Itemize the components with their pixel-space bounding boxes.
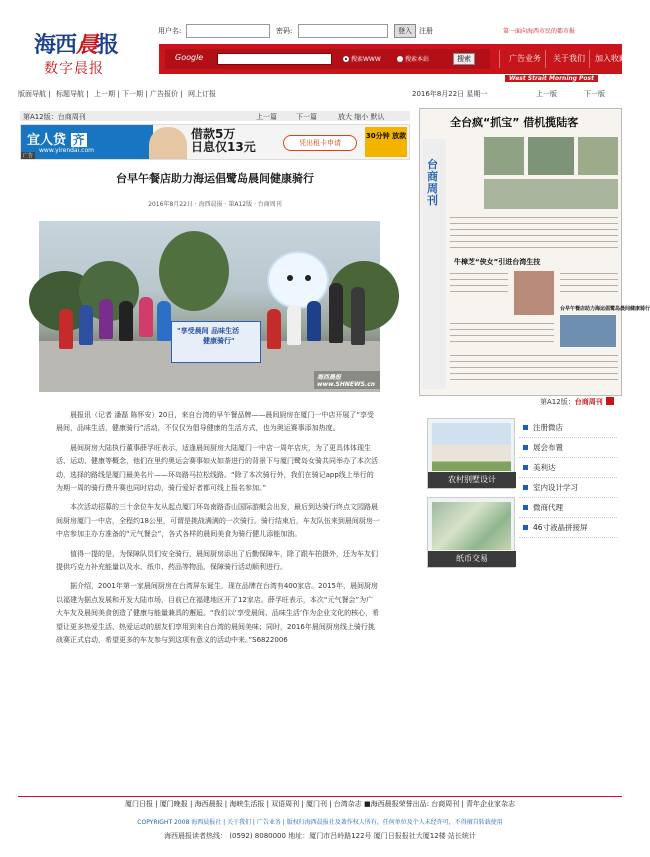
- nav-next-issue[interactable]: 下一期 |: [122, 90, 148, 98]
- cyclist: [267, 309, 281, 349]
- article-toolbar: [20, 111, 410, 121]
- site-logo[interactable]: [18, 18, 158, 80]
- article-paragraph: 据介绍，2001年第一家晨间厨房在台湾屏东诞生，现在品牌在台湾有400家店。2015年，晨间厨房以福建为据点发展和开发大陆市场，目前已在福建地区开了12家店。薛孚旺表示，本次“元气餐会”为广大车友及晨间美食创造了健康与能量兼具的邂逅。“我们以‘享受晨间、品味生活’作为企业文化的核心，希望让更多热爱生活、热爱运动的朋友们享用到来自台湾的晨间美味；同时，2016年晨间厨房线上骑行挑战赛正式启动，希望更多的车友参与到这项有意义的活动中来。”S6822006: [56, 582, 380, 645]
- thumb-text: [450, 247, 618, 248]
- cyclist: [287, 305, 301, 345]
- logo-main: 海西晨报: [34, 32, 119, 58]
- nav-add-favorite[interactable]: 加入收藏: [595, 54, 627, 63]
- thumb-text: [450, 223, 618, 224]
- username-label: 用户名:: [158, 27, 182, 35]
- divider: [499, 50, 500, 68]
- thumb-photo: [578, 137, 618, 175]
- search-button[interactable]: 搜索: [453, 53, 475, 65]
- next-article-link[interactable]: 下一篇: [296, 113, 317, 121]
- ad-cta-button[interactable]: 凭出租卡申请: [283, 135, 357, 151]
- page-caption[interactable]: 第A12版：台商周刊: [540, 397, 614, 407]
- thumb-photo: [484, 179, 618, 209]
- promo-tile-currency[interactable]: [427, 497, 515, 568]
- nav-prev-issue[interactable]: 上一期 |: [94, 90, 120, 98]
- ad-url: www.yirendai.com: [39, 147, 94, 154]
- article-paragraph: 晨报讯（记者 潘磊 陈怀安）20日，来自台湾的早午餐品牌——晨间厨房在厦门一中店开展了“享受晨间，品味生活，健康骑行”活动，不仅仅为倡导健康的生活方式，也为奥运赛事添加热度。: [56, 411, 374, 433]
- mascot-eye: [287, 275, 293, 281]
- bullet-icon: [523, 425, 528, 430]
- divider: [589, 50, 590, 68]
- promo-link[interactable]: 展会布置: [519, 438, 617, 458]
- bullet-icon: [523, 525, 528, 530]
- thumb-text: [450, 273, 508, 274]
- event-banner: "享受晨间 品味生活 健康骑行": [171, 321, 261, 363]
- thumb-text: [450, 291, 508, 292]
- thumb-section-title: 台商周刊: [427, 158, 438, 207]
- edition-nav: [18, 89, 622, 99]
- ad-person-image: [149, 127, 187, 159]
- article-title: 台早午餐店助力海运倡鹭岛晨间健康骑行: [116, 172, 314, 185]
- footer-sister-links[interactable]: 厦门日报 | 厦门晚报 | 海西晨报 | 海峡生活报 | 双语周刊 | 厦门刊 | 台湾杂志 ■海西晨报荣誉出品: 台商周刊 | 青年企业家杂志: [124, 800, 516, 808]
- villa-image: [432, 423, 511, 471]
- cyclist: [99, 299, 113, 339]
- thumb-text: [450, 355, 618, 356]
- thumb-caption: 台早午餐店助力海运倡鹭岛晨间健康骑行: [560, 306, 650, 312]
- thumb-text: [450, 367, 618, 368]
- radio-checked-icon: [343, 56, 349, 62]
- thumb-photo: [514, 271, 554, 315]
- thumb-text: [450, 379, 618, 380]
- promo-tile-label: 纸币交易: [428, 551, 516, 567]
- thumb-text: [450, 373, 618, 374]
- footer-divider: [18, 796, 622, 797]
- ad-brand-block: [21, 125, 153, 159]
- thumb-text: [450, 235, 618, 236]
- thumb-text: [450, 217, 618, 218]
- page-thumbnail[interactable]: [419, 108, 650, 396]
- article-paragraph: 晨间厨房大陆执行董事薛孚旺表示，适逢晨间厨房大陆厦门一中店一周年店庆，为了更具体体现生活、运动、健康等概念，他们在里约奥运会赛事如火如荼进行的背景下与厦门鹭岛女骑共同举办了本次活动，选择的路线是厦门最美名片——环岛路马拉松线路。“除了本次骑行外，我们在骑记app线上举行的为期一周的骑行费升赛也同时启动，骑行爱好者都可线上报名参加。”: [56, 443, 378, 493]
- password-label: 密码:: [276, 27, 293, 35]
- article-meta: 2016年8月22日 · 海西晨报 · 第A12版 · 台商周刊: [148, 201, 282, 208]
- bullet-icon: [523, 465, 528, 470]
- nav-layout[interactable]: 版面导航 |: [18, 90, 51, 98]
- radio-search-web[interactable]: 搜索WWW: [343, 54, 381, 63]
- google-search-box: [165, 49, 490, 69]
- article-paragraph: 本次活动招募的三十余位车友从起点厦门环岛南路香山国际游艇会出发，最后到达骑行终点文园路晨间厨房厦门一中店，全程约18公里，可谓是挑战满满的一次骑行。骑行结束后，车友队伍来到晨间厨房一中店参加主办方准备的“元气餐会”，各式各样的晨间美食为骑行健儿添能加油。: [56, 503, 380, 539]
- thumb-text: [560, 291, 618, 292]
- promo-tile-villa[interactable]: [427, 418, 515, 489]
- login-button[interactable]: 登入: [394, 24, 416, 38]
- ad-badge: 30分钟 放款: [365, 127, 407, 157]
- mascot: [267, 251, 329, 309]
- zoom-controls[interactable]: 放大 缩小 默认: [338, 113, 385, 121]
- logo-sub: 数字晨报: [44, 61, 104, 77]
- nav-ad-price[interactable]: 广告报价 |: [150, 90, 183, 98]
- thumb-subheadline: 牛樟芝“侠女”引进台湾生技: [454, 258, 541, 266]
- nav-titles[interactable]: 标题导航 |: [56, 90, 89, 98]
- register-link[interactable]: 注册: [419, 27, 433, 35]
- cyclist: [119, 301, 133, 341]
- pdf-icon[interactable]: [606, 397, 614, 405]
- issue-date: 2016年8月22日 星期一: [412, 90, 488, 98]
- thumb-headline: 全台疯“抓宝” 借机揽陆客: [450, 116, 579, 129]
- thumb-photo: [528, 137, 574, 175]
- cyclist: [139, 297, 153, 337]
- tree: [159, 231, 229, 311]
- divider: [545, 50, 546, 68]
- cyclist: [59, 309, 73, 349]
- password-input[interactable]: [298, 24, 388, 38]
- nav-subscribe[interactable]: 网上订报: [188, 90, 216, 98]
- site-header: [18, 18, 627, 82]
- cyclist: [307, 301, 321, 341]
- thumb-text: [450, 335, 554, 336]
- mascot-eye: [305, 275, 311, 281]
- thumb-text: [450, 285, 508, 286]
- google-search-input[interactable]: [217, 53, 332, 65]
- thumb-text: [450, 341, 554, 342]
- thumb-text: [450, 323, 554, 324]
- promo-link[interactable]: 室内设计学习: [519, 478, 617, 498]
- thumb-text: [560, 285, 618, 286]
- promo-link[interactable]: 46寸液晶拼接屏: [519, 518, 617, 538]
- cyclist: [329, 283, 343, 343]
- thumb-photo: [560, 315, 616, 347]
- promo-link[interactable]: 美利达: [519, 458, 617, 478]
- nav-about-us[interactable]: 关于我们: [553, 54, 585, 63]
- thumb-text: [450, 241, 618, 242]
- ad-banner[interactable]: [20, 124, 410, 160]
- promo-links: [427, 418, 617, 570]
- google-label: Google: [175, 53, 204, 62]
- thumb-text: [450, 229, 618, 230]
- cyclist: [79, 305, 93, 345]
- promo-tile-label: 农村别墅设计: [428, 472, 516, 488]
- cyclist: [351, 287, 365, 345]
- thumb-text: [450, 329, 554, 330]
- radio-search-site[interactable]: 搜索本站: [397, 54, 429, 63]
- nav-ad-business[interactable]: 广告业务: [509, 54, 541, 63]
- article-body: [56, 409, 380, 654]
- promo-link[interactable]: 微商代理: [519, 498, 617, 518]
- photo-watermark: 海西晨报 www.SHNEWS.cn: [314, 371, 380, 389]
- promo-link[interactable]: 注册微店: [519, 418, 617, 438]
- radio-unchecked-icon: [397, 56, 403, 62]
- next-page-link[interactable]: 下一版: [584, 90, 605, 98]
- footer-copyright: COPYRIGHT 2008 海西晨报社 | 关于我们 | 广告业务 | 版权归海西晨报社及著作权人所有，任何单位及个人未经许可，不得擅自转载使用: [137, 819, 503, 826]
- thumb-text: [560, 273, 618, 274]
- thumb-text: [450, 361, 618, 362]
- section-label: 第A12版：台商周刊: [23, 113, 86, 121]
- ad-tag: 广告: [23, 153, 34, 159]
- ad-text: 借款5万 日息仅13元: [191, 127, 256, 154]
- username-input[interactable]: [186, 24, 270, 38]
- thumb-text: [450, 279, 508, 280]
- article-photo: [39, 221, 380, 392]
- cyclist: [157, 301, 171, 341]
- bullet-icon: [523, 505, 528, 510]
- english-name: West Strait Morning Post: [505, 75, 598, 82]
- ad-brand: 宜人贷 齐: [27, 133, 85, 148]
- prev-page-link[interactable]: 上一版: [536, 90, 557, 98]
- prev-article-link[interactable]: 上一篇: [256, 113, 277, 121]
- footer-contact: 海西晨报读者热线： (0592) 8080000 地址：厦门市吕岭路122号 厦门日报报社大厦12楼 站长统计: [164, 832, 476, 840]
- bullet-icon: [523, 445, 528, 450]
- slogan: 第一面向海西市民的都市报: [503, 28, 576, 35]
- promo-link-list: [519, 418, 617, 538]
- article-paragraph: 值得一提的是，为保障队员们安全骑行，晨间厨房添出了后勤保障车，除了跟车拍摄外，还为车友们提供巧克力补充能量以及水、纸巾、药品等物品，保障骑行活动顺利进行。: [56, 549, 378, 572]
- search-bar: [159, 44, 627, 74]
- thumb-photo: [484, 137, 524, 175]
- currency-image: [432, 502, 511, 550]
- thumb-text: [560, 279, 618, 280]
- bullet-icon: [523, 485, 528, 490]
